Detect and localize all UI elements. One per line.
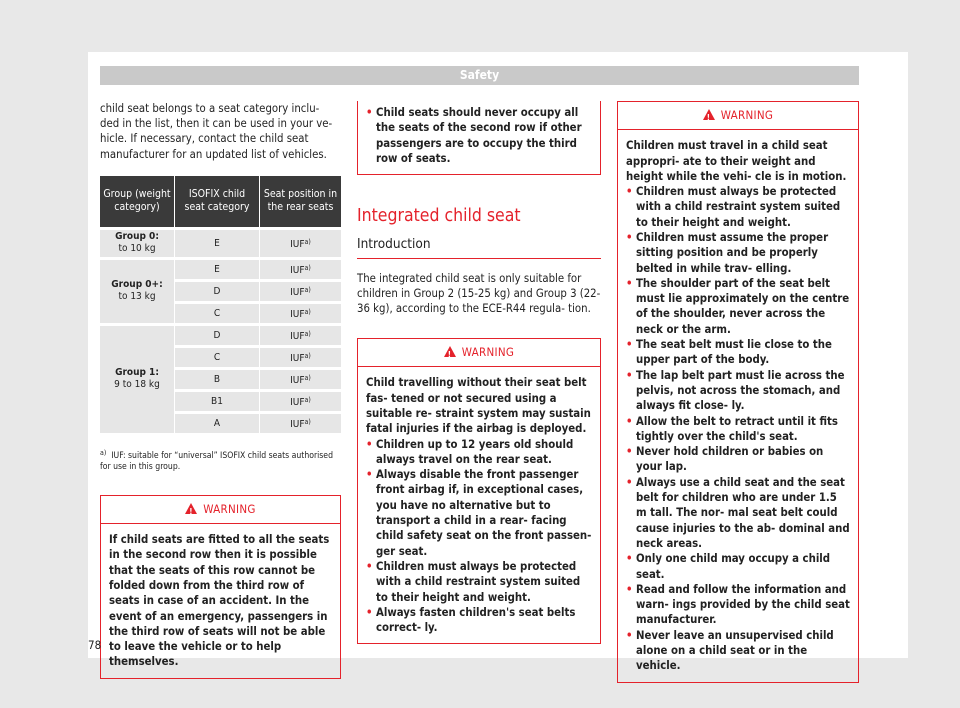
section-heading: Integrated child seat [357, 206, 521, 227]
warning-header [618, 102, 858, 130]
bullet-icon: • [626, 628, 633, 642]
footnote-ref: a) [304, 237, 311, 246]
bullet-text: The shoulder part of the seat belt must lie approximately on the centre of the shoulder, never across the neck or the arm. [636, 276, 850, 336]
footnote-ref: a) [304, 417, 311, 426]
group-weight: to 13 kg [118, 291, 156, 303]
category-cell: E [175, 260, 260, 279]
warning-continued-body [358, 101, 600, 174]
bullet-text: Never hold children or babies on your lap. [636, 445, 824, 474]
warning-header [101, 496, 340, 524]
warning-triangle-icon [185, 503, 197, 514]
warning-label: WARNING [720, 108, 774, 122]
bullet-icon: • [366, 437, 373, 451]
group-name: Group 0: [115, 231, 159, 243]
page-number: 78 [88, 638, 102, 652]
warning-body [618, 130, 858, 681]
bullet-icon: • [366, 106, 373, 119]
table-row [100, 260, 341, 279]
bullet-icon: • [626, 582, 633, 596]
warning-triangle-icon [444, 346, 456, 357]
isofix-table [100, 173, 341, 436]
warning-triangle-icon [703, 109, 715, 120]
intro-paragraph: child seat belongs to a seat category inclu- ded in the list, then it can be used in your ve- hicle. If necessary, contact the child seat manufacturer for an updated list of vehicles. [100, 102, 333, 161]
table-header-row [100, 176, 341, 227]
body-paragraph: The integrated child seat is only suitable for children in Group 2 (15-25 kg) and Group 3 (22-36 kg), according to the ECE-R44 regula- tion. [357, 271, 601, 315]
position-value: IUF [290, 374, 305, 386]
position-value: IUF [290, 286, 305, 298]
list-item [626, 368, 850, 414]
group-weight: 9 to 18 kg [114, 379, 160, 391]
footnote-ref: a) [304, 263, 311, 272]
table-row [100, 326, 341, 345]
category-cell: C [175, 348, 260, 367]
warning-continued-box [357, 101, 601, 175]
list-item [626, 276, 850, 337]
table-footnote [100, 448, 341, 473]
list-item [366, 105, 592, 166]
bullet-text: Children must assume the proper sitting position and be properly belted in while trav- elling. [636, 230, 829, 275]
group-cell [100, 326, 175, 433]
position-cell [260, 282, 341, 301]
bullet-icon: • [626, 445, 633, 459]
bullet-text: Only one child may occupy a child seat. [636, 552, 831, 581]
bullet-icon: • [626, 552, 633, 566]
table-header: Seat position in the rear seats [260, 176, 341, 227]
bullet-icon: • [626, 414, 633, 428]
table-header: ISOFIX child seat category [175, 176, 260, 227]
group-cell [100, 230, 175, 257]
footnote-ref: a) [304, 329, 311, 338]
warning-text: If child seats are fitted to all the seats in the second row then it is possible that the seats of this row cannot be folded down from the third row of seats in case of an accident. In the event of an emergency, passengers in the third row of seats will not be able to leave the vehicle or to help themselves. [109, 533, 330, 669]
footnote-ref: a) [304, 351, 311, 360]
group-weight: to 10 kg [118, 243, 156, 255]
section-header: Safety [100, 66, 859, 85]
group-name: Group 0+: [111, 279, 163, 291]
bullet-text: Never leave an unsupervised child alone on a child seat or in the vehicle. [636, 628, 834, 673]
warning-label: WARNING [203, 501, 256, 516]
footnote-ref: a) [304, 395, 311, 404]
subsection-heading: Introduction [357, 237, 601, 258]
table-row [100, 230, 341, 257]
warning-box [100, 495, 341, 679]
position-value: IUF [290, 396, 305, 408]
bullet-text: Read and follow the information and warn- ings provided by the child seat manufacturer. [636, 582, 850, 627]
position-cell [260, 260, 341, 279]
warning-intro: Child travelling without their seat belt fas- tened or not secured using a suitable re- straint system may sustain fatal injuries if the airbag is deployed. [366, 376, 591, 436]
bullet-icon: • [366, 468, 373, 482]
table-header: Group (weight category) [100, 176, 175, 227]
footnote-ref: a) [304, 373, 311, 382]
category-cell: D [175, 326, 260, 345]
group-cell [100, 260, 175, 323]
position-cell [260, 348, 341, 367]
list-item [366, 605, 592, 636]
position-cell [260, 414, 341, 433]
list-item [626, 475, 850, 551]
list-item [366, 559, 592, 605]
warning-label: WARNING [461, 345, 515, 360]
bullet-text: The lap belt part must lie across the pelvis, not across the stomach, and always fit close- ly. [636, 368, 845, 413]
bullet-text: Child seats should never occupy all the seats of the second row if other passengers are to occupy the third row of seats. [376, 106, 582, 165]
category-cell: C [175, 304, 260, 323]
bullet-text: Always use a child seat and the seat belt for children who are under 1.5 m tall. The nor- mal seat belt could cause injuries to the ab- dominal and neck areas. [636, 475, 850, 550]
footnote-ref: a) [304, 307, 311, 316]
list-item [366, 467, 592, 559]
column-left [100, 101, 341, 679]
list-item [626, 337, 850, 368]
bullet-icon: • [366, 605, 373, 619]
bullet-text: Children must always be protected with a child restraint system suited to their height and weight. [376, 559, 581, 604]
position-value: IUF [290, 238, 305, 250]
bullet-icon: • [366, 559, 373, 573]
list-item [626, 184, 850, 230]
warning-box [357, 338, 601, 644]
group-name: Group 1: [115, 367, 159, 379]
position-cell [260, 230, 341, 257]
list-item [626, 230, 850, 276]
column-middle [357, 101, 601, 644]
warning-body [358, 367, 600, 643]
position-cell [260, 392, 341, 411]
warning-header [358, 339, 600, 367]
bullet-icon: • [626, 475, 633, 489]
position-cell [260, 304, 341, 323]
bullet-text: Children up to 12 years old should always travel on the rear seat. [376, 437, 574, 466]
bullet-icon: • [626, 276, 633, 290]
bullet-icon: • [626, 230, 633, 244]
category-cell: D [175, 282, 260, 301]
bullet-icon: • [626, 185, 633, 199]
position-value: IUF [290, 264, 305, 276]
bullet-text: Always fasten children's seat belts correct- ly. [376, 605, 576, 635]
position-cell [260, 370, 341, 389]
warning-intro: Children must travel in a child seat appropri- ate to their weight and height while the vehi- cle is in motion. [626, 139, 847, 183]
bullet-icon: • [626, 368, 633, 382]
position-cell [260, 326, 341, 345]
category-cell: B1 [175, 392, 260, 411]
list-item [626, 414, 850, 445]
bullet-text: Allow the belt to retract until it fits tightly over the child's seat. [636, 414, 838, 443]
list-item [626, 628, 850, 674]
category-cell: E [175, 230, 260, 257]
bullet-text: Children must always be protected with a child restraint system suited to their height and weight. [636, 185, 841, 229]
list-item [366, 437, 592, 468]
category-cell: B [175, 370, 260, 389]
footnote-mark: a) [100, 448, 107, 457]
footnote-text: IUF: suitable for “universal” ISOFIX child seats authorised for use in this group. [100, 450, 333, 472]
category-cell: A [175, 414, 260, 433]
position-value: IUF [290, 352, 305, 364]
position-value: IUF [290, 330, 305, 342]
footnote-ref: a) [304, 285, 311, 294]
column-right [617, 101, 859, 683]
list-item [626, 444, 850, 475]
bullet-icon: • [626, 338, 633, 352]
warning-box [617, 101, 859, 683]
list-item [626, 551, 850, 582]
list-item [626, 582, 850, 628]
bullet-text: The seat belt must lie close to the upper part of the body. [636, 338, 832, 367]
position-value: IUF [290, 418, 305, 430]
bullet-text: Always disable the front passenger front airbag if, in exceptional cases, you have no alternative but to transport a child in a rear- facing child safety seat on the front passen- ger seat. [376, 468, 592, 558]
position-value: IUF [290, 308, 305, 320]
